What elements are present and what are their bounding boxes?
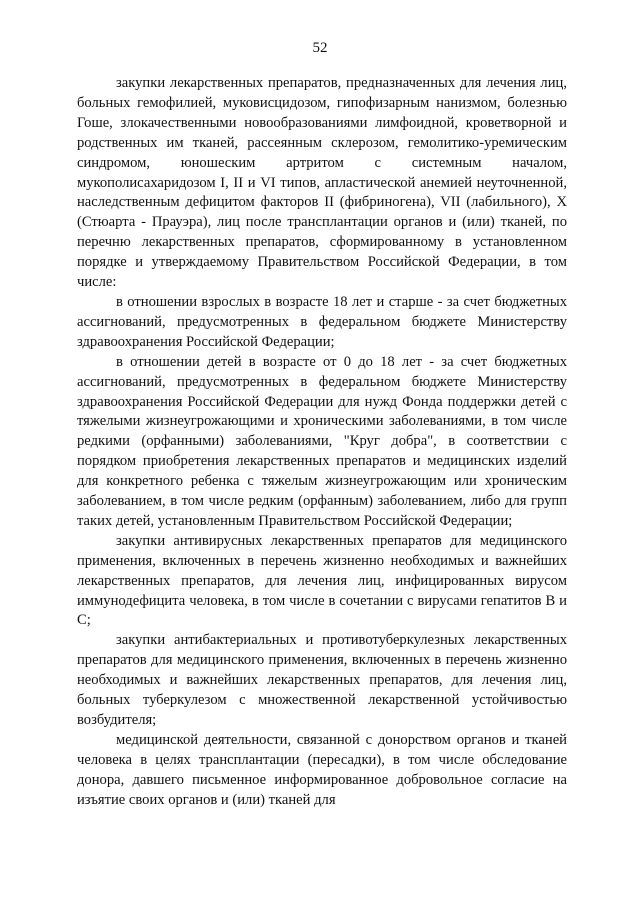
paragraph-organ-donation: медицинской деятельности, связанной с донорством органов и тканей человека в целях трансплантации (пересадки), в том числе обследование донора, давшего письменное информированное добровольное согласие на изъятие своих органов и (или) тканей для — [77, 731, 567, 808]
page-number: 52 — [312, 40, 328, 56]
paragraph-children-funding: в отношении детей в возрасте от 0 до 18 лет - за счет бюджетных ассигнований, предусмотренных в федеральном бюджете Министерству здравоохранения Российской Федерации для нужд Фонда поддержки детей с тяжелыми жизнеугрожающими и хроническими заболеваниями, в том числе редкими (орфанными) заболеваниями, "Круг добра", в соответствии с порядком приобретения лекарственных препаратов и медицинских изделий для конкретного ребенка с тяжелым жизнеугрожающим или хроническим заболеванием, в том числе редким (орфанным) заболеванием, либо для групп таких детей, установленным Правительством Российской Федерации; — [77, 353, 567, 529]
paragraph-antiviral-drugs: закупки антивирусных лекарственных препаратов для медицинского применения, включенных в перечень жизненно необходимых и важнейших лекарственных препаратов, для лечения лиц, инфицированных вирусом иммунодефицита человека, в том числе в сочетании с вирусами гепатитов B и C; — [77, 532, 567, 629]
paragraph-antibacterial-drugs: закупки антибактериальных и противотуберкулезных лекарственных препаратов для медицинского применения, включенных в перечень жизненно необходимых и важнейших лекарственных препаратов, для лечения лиц, больных туберкулезом с множественной лекарственной устойчивостью возбудителя; — [77, 632, 567, 728]
paragraph-drug-procurement-rare-diseases: закупки лекарственных препаратов, предназначенных для лечения лиц, больных гемофилией, муковисцидозом, гипофизарным нанизмом, болезнью Гоше, злокачественными новообразованиями лимфоидной, кроветворной и родственных им тканей, рассеянным склерозом, гемолитико-уремическим синдромом, юношеским артритом с системным началом, мукополисахаридозом I, II и VI типов, апластической анемией неуточненной, наследственным дефицитом факторов II (фибриногена), VII (лабильного), X (Стюарта - Прауэра), лиц после трансплантации органов и (или) тканей, по перечню лекарственных препаратов, сформированному в установленном порядке и утверждаемому Правительством Российской Федерации, в том числе: — [77, 75, 567, 291]
paragraph-adults-funding: в отношении взрослых в возрасте 18 лет и старше - за счет бюджетных ассигнований, предусмотренных в федеральном бюджете Министерству здравоохранения Российской Федерации; — [77, 293, 567, 350]
body-text — [77, 74, 567, 811]
